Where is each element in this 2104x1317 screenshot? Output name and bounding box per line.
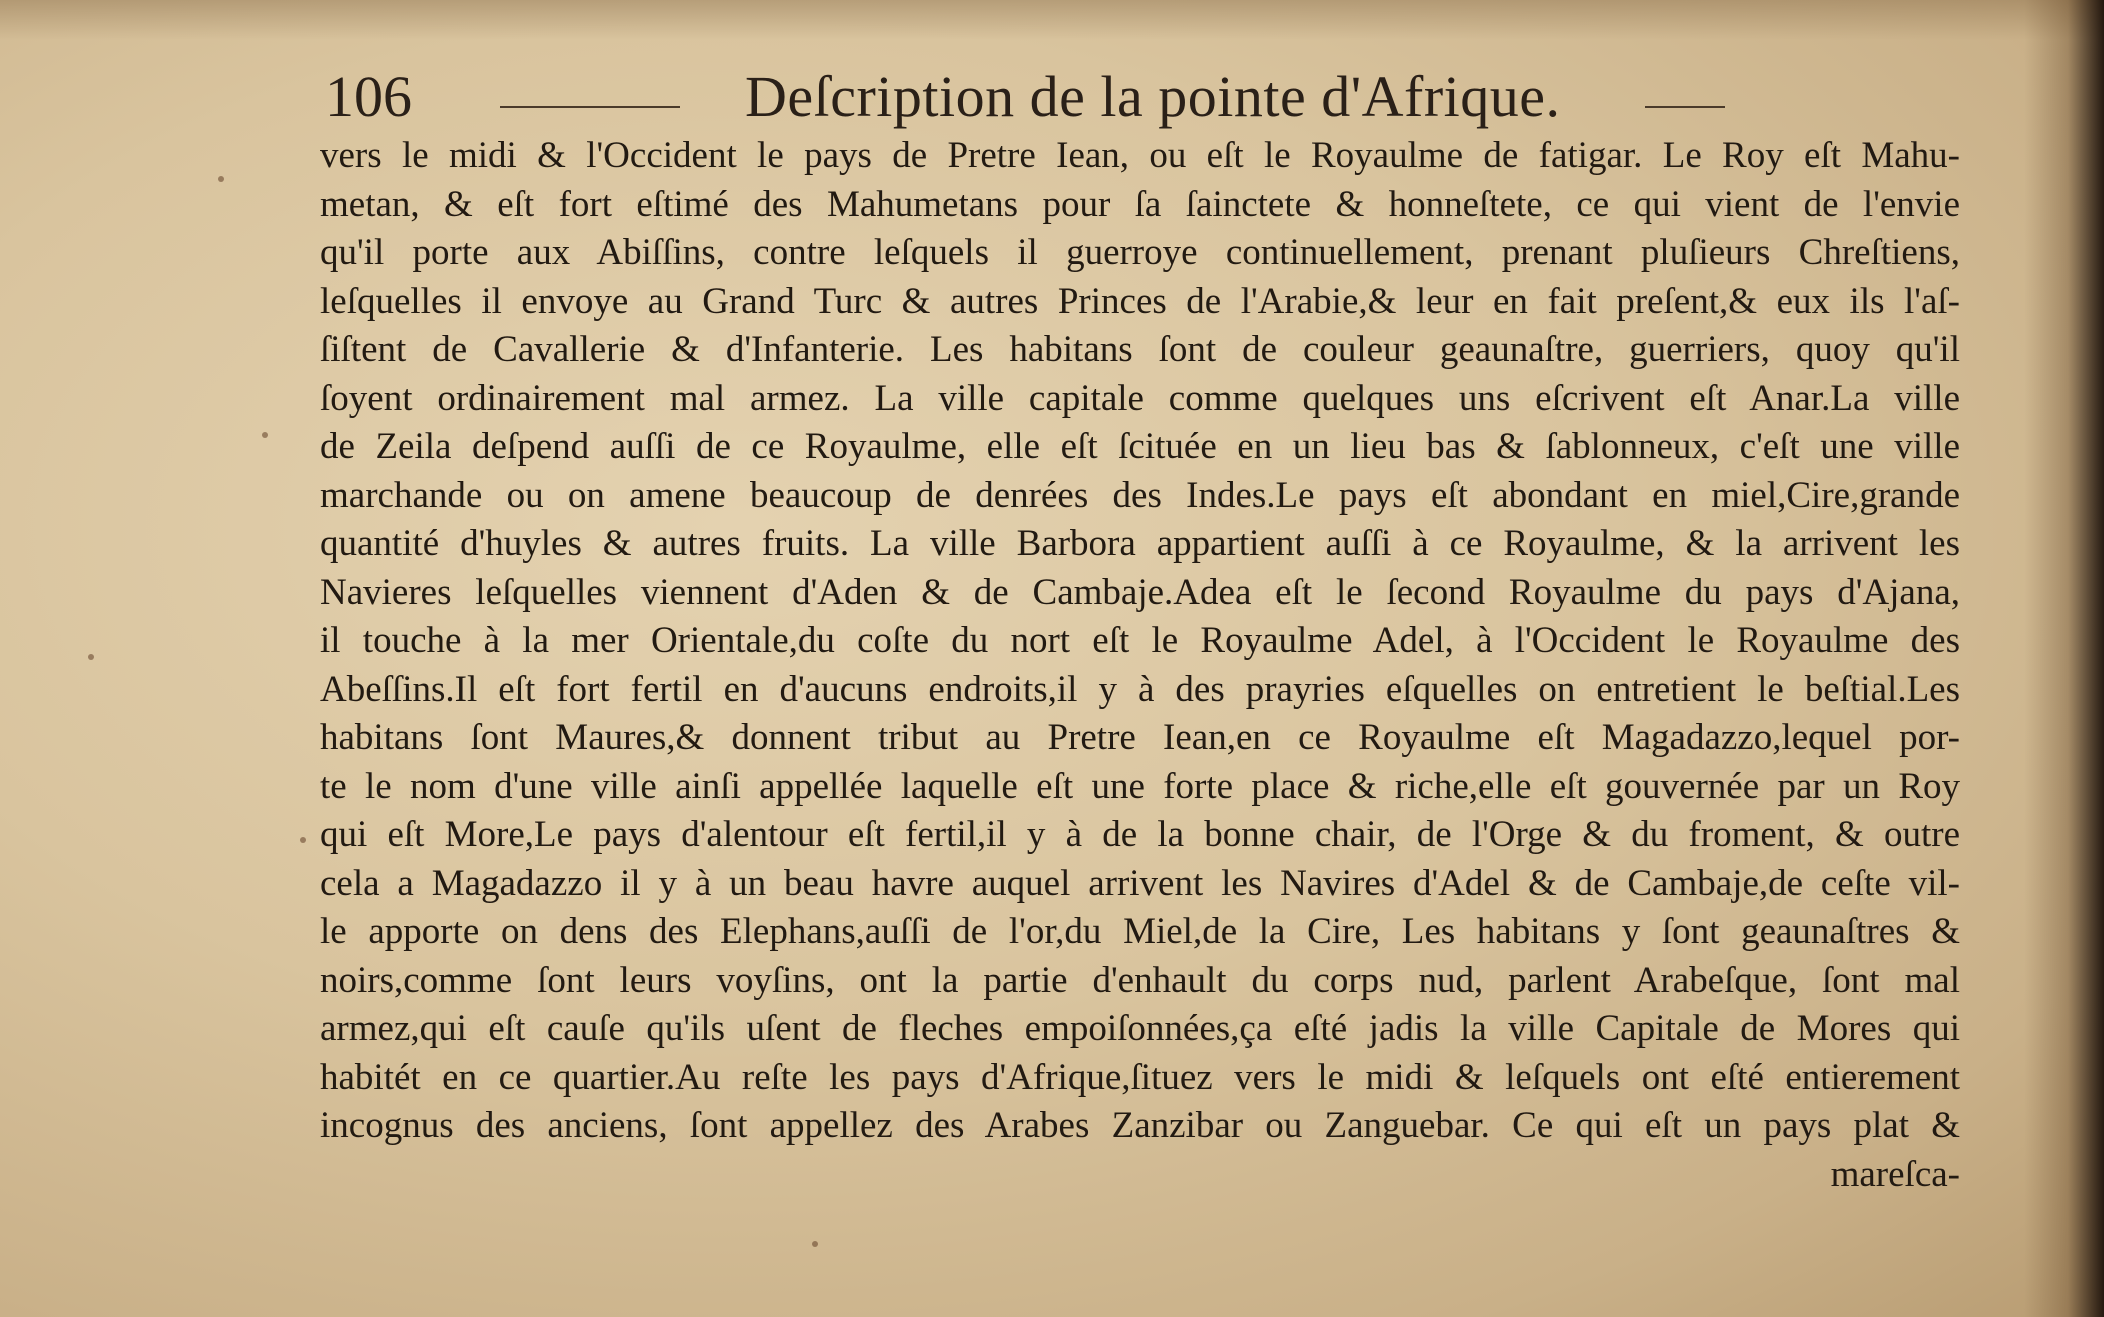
text-line: te le nom d'une ville ainſi appellée laquelle eſt une forte place & riche,elle eſt gouvernée par un Roy (320, 765, 1960, 807)
text-line: armez,qui eſt cauſe qu'ils uſent de fleches empoiſonnées,ça eſté jadis la ville Capitale de Mores qui (320, 1008, 1960, 1049)
text-line: il touche à la mer Orientale,du coſte du nort eſt le Royaulme Adel, à l'Occident le Royaulme des (320, 620, 1960, 661)
text-line: metan, & eſt fort eſtimé des Mahumetans pour ſa ſainctete & honneſtete, ce qui vient de l'envie (320, 183, 1960, 225)
text-line: incognus des anciens, ſont appellez des Arabes Zanzibar ou Zanguebar. Ce qui eſt un pays plat & (320, 1105, 1960, 1146)
page-header (325, 62, 1965, 132)
page-top-shadow (0, 0, 2104, 40)
ink-speck (218, 176, 224, 182)
ink-speck (300, 837, 306, 843)
ink-speck (262, 432, 268, 438)
ink-speck (88, 654, 94, 660)
text-line: marchande ou on amene beaucoup de denrées des Indes.Le pays eſt abondant en miel,Cire,grande (320, 474, 1960, 516)
text-line: leſquelles il envoye au Grand Turc & autres Princes de l'Arabie,& leur en fait preſent,& eux ils l'aſ- (320, 280, 1960, 322)
page-gutter-shadow (2024, 0, 2104, 1317)
text-line: Abeſſins.Il eſt fort fertil en d'aucuns endroits,il y à des prayries eſquelles on entretient le beſtial.Les (320, 668, 1960, 710)
text-line: le apporte on dens des Elephans,auſſi de l'or,du Miel,de la Cire, Les habitans y ſont geaunaſtres & (320, 911, 1960, 952)
text-line: qui eſt More,Le pays d'alentour eſt fertil,il y à de la bonne chair, de l'Orge & du froment, & outre (320, 814, 1960, 855)
text-line: noirs,comme ſont leurs voyſins, ont la partie d'enhault du corps nud, parlent Arabeſque, ſont mal (320, 959, 1960, 1001)
text-line: de Zeila deſpend auſſi de ce Royaulme, elle eſt ſcituée en un lieu bas & ſablonneux, c'eſt une ville (320, 426, 1960, 467)
text-line: habitans ſont Maures,& donnent tribut au Pretre Iean,en ce Royaulme eſt Magadazzo,lequel por- (320, 717, 1960, 758)
page-number: 106 (325, 64, 412, 129)
running-title: Deſcription de la pointe d'Afrique. (745, 64, 1561, 129)
text-line: vers le midi & l'Occident le pays de Pretre Iean, ou eſt le Royaulme de fatigar. Le Roy eſt Mahu- (320, 135, 1960, 176)
body-text (320, 132, 1960, 1199)
text-line: habitét en ce quartier.Au reſte les pays d'Afrique,ſituez vers le midi & leſquels ont eſté entierement (320, 1056, 1960, 1098)
text-line: ſoyent ordinairement mal armez. La ville capitale comme quelques uns eſcrivent eſt Anar.La ville (320, 377, 1960, 419)
text-line: cela a Magadazzo il y à un beau havre auquel arrivent les Navires d'Adel & de Cambaje,de ceſte vil- (320, 862, 1960, 904)
header-rule-left (500, 106, 680, 108)
text-line: Navieres leſquelles viennent d'Aden & de Cambaje.Adea eſt le ſecond Royaulme du pays d'Ajana, (320, 571, 1960, 613)
text-line: qu'il porte aux Abiſſins, contre leſquels il guerroye continuellement, prenant pluſieurs Chreſtiens, (320, 232, 1960, 273)
header-rule-right (1645, 106, 1725, 108)
catchword: mareſca- (1830, 1153, 1960, 1195)
ink-speck (812, 1241, 818, 1247)
text-line: quantité d'huyles & autres fruits. La ville Barbora appartient auſſi à ce Royaulme, & la arrivent les (320, 523, 1960, 564)
text-line: ſiſtent de Cavallerie & d'Infanterie. Les habitans ſont de couleur geaunaſtre, guerriers, quoy qu'il (320, 329, 1960, 370)
